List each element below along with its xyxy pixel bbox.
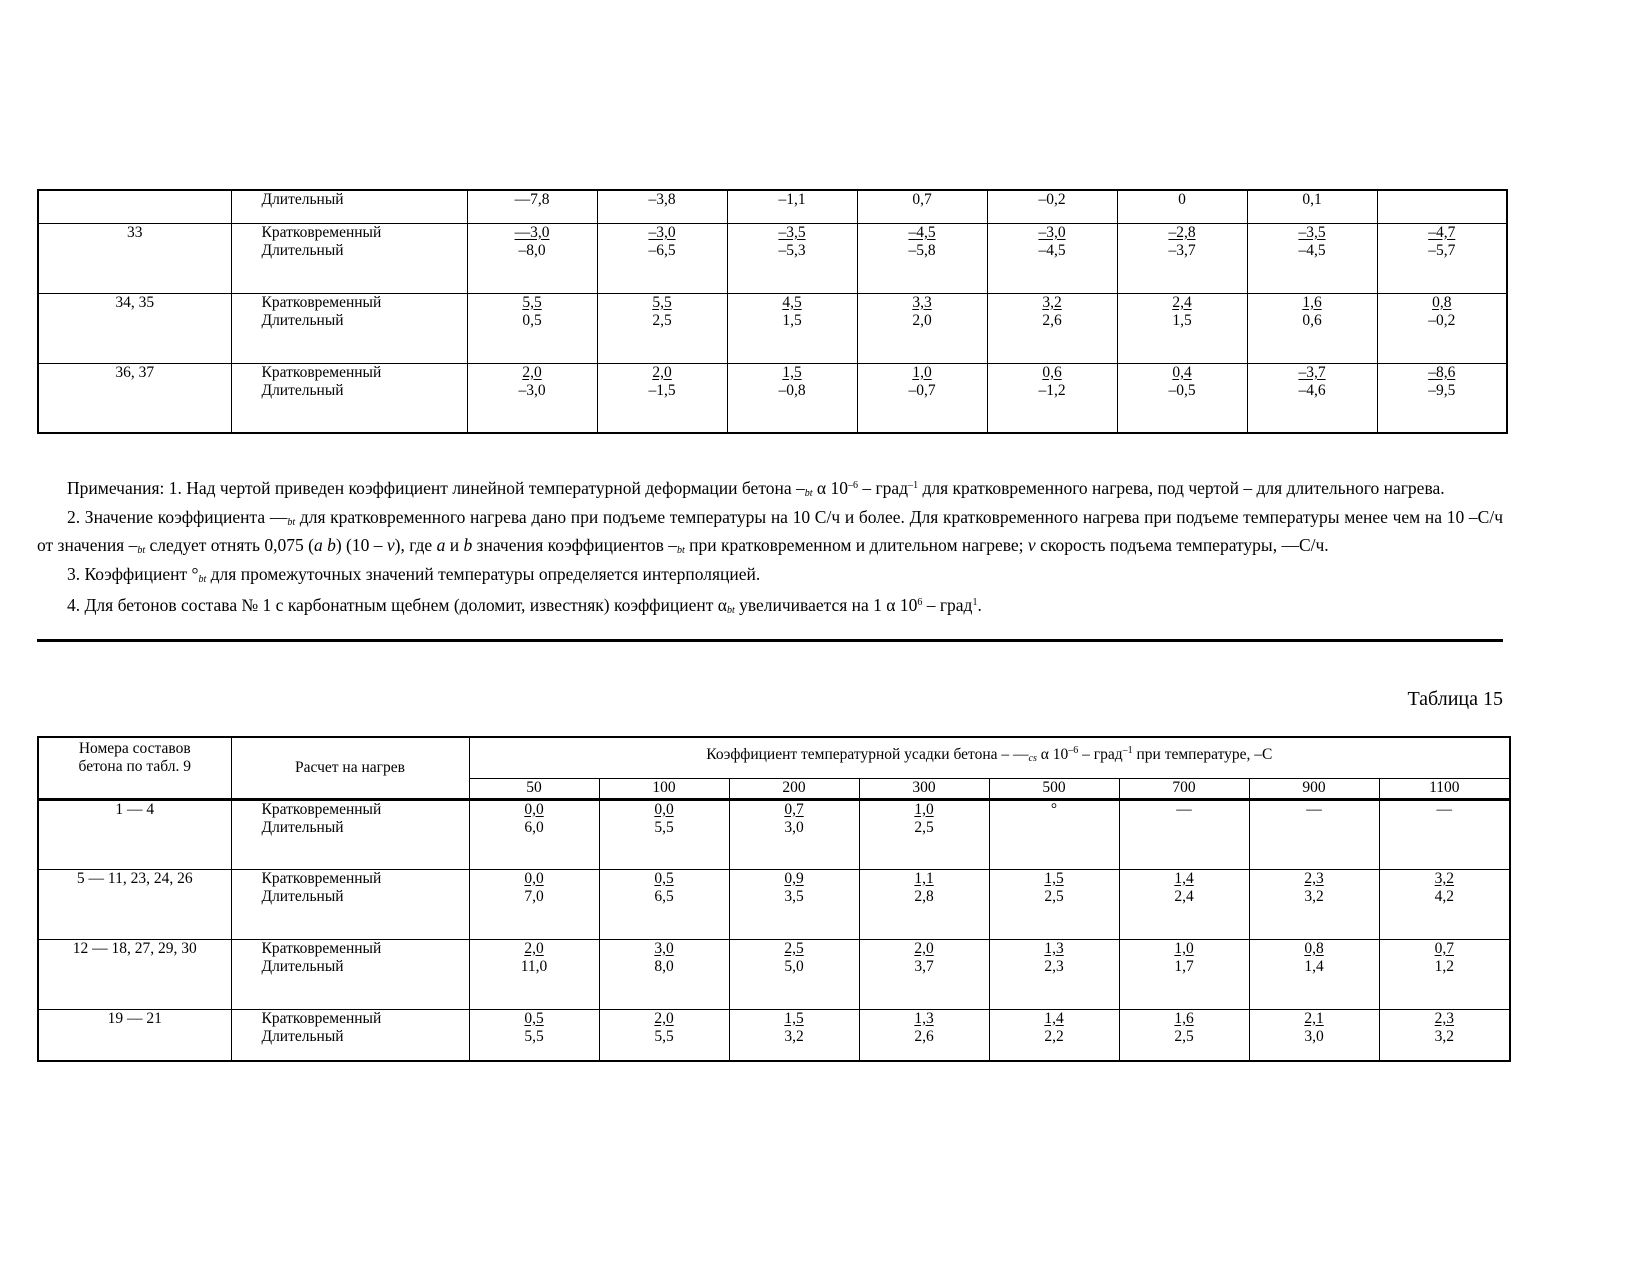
value-long-term: 2,4: [1174, 887, 1194, 905]
value-cell: [859, 799, 989, 869]
temperature-header: 700: [1119, 778, 1249, 799]
value-cell: [989, 1009, 1119, 1061]
value-long-term: 2,5: [652, 311, 672, 329]
column-header-heating: Расчет на нагрев: [231, 737, 469, 799]
value-short-term: 0,8: [1304, 939, 1324, 957]
value-cell: [857, 293, 987, 363]
value-long-term: –3,8: [648, 191, 676, 208]
value-long-term: –0,2: [1038, 191, 1066, 208]
table-row: [38, 363, 1507, 433]
heating-type-short: Кратковременный: [261, 869, 382, 887]
value-cell: [1247, 363, 1377, 433]
value-short-term: 2,0: [524, 939, 544, 957]
note-3: 3. Коэффициент $^\circ_{bt}$ для промежуточных значений температуры определяется интерполяцией.: [67, 563, 761, 585]
value-cell: [467, 363, 597, 433]
value-short-term: –3,0: [1038, 223, 1066, 241]
value-cell: [469, 869, 599, 939]
value-cell: [729, 939, 859, 1009]
heating-type-short: Кратковременный: [261, 363, 382, 381]
table-14-body: [38, 190, 1507, 433]
table-15-header-row: [38, 737, 1510, 778]
value-long-term: –9,5: [1428, 381, 1456, 399]
value-cell: [989, 869, 1119, 939]
value-cell: [1119, 1009, 1249, 1061]
value-short-term: 1,5: [784, 1009, 804, 1027]
value-cell: [859, 939, 989, 1009]
value-long-term: –4,5: [1038, 241, 1066, 259]
value-short-term: 1,3: [914, 1009, 934, 1027]
table-notes: [37, 474, 1503, 623]
value-long-term: 2,5: [914, 818, 934, 836]
table-14-continued: [37, 189, 1508, 434]
value-short-term: 4,5: [782, 293, 802, 311]
value-long-term: –3,7: [1168, 241, 1196, 259]
value-cell: [599, 1009, 729, 1061]
value-long-term: 3,0: [1304, 1027, 1324, 1045]
value-cell: [1119, 869, 1249, 939]
table-row: [38, 223, 1507, 293]
value-long-term: 7,0: [524, 887, 544, 905]
composition-number-cell: 12 — 18, 27, 29, 30: [38, 939, 231, 1009]
value-short-term: 1,5: [1044, 869, 1064, 887]
value-long-term: 2,6: [1042, 311, 1062, 329]
value-cell: [729, 869, 859, 939]
value-short-term: 0,6: [1042, 363, 1062, 381]
value-cell: [1377, 363, 1507, 433]
heating-type-cell: [231, 939, 469, 1009]
value-cell: [857, 190, 987, 223]
heating-type-short: Кратковременный: [261, 800, 382, 818]
value-long-term: 1,5: [1172, 311, 1192, 329]
value-cell: [1377, 293, 1507, 363]
value-cell: [1379, 799, 1510, 869]
value-short-term: 0,0: [524, 869, 544, 887]
value-cell: [727, 293, 857, 363]
value-long-term: 4,2: [1434, 887, 1454, 905]
heating-type-cell: [231, 799, 469, 869]
value-short-term: 0,0: [524, 800, 544, 818]
value-cell: [467, 190, 597, 223]
value-short-term: 2,0: [654, 1009, 674, 1027]
value-long-term: 0,7: [912, 191, 932, 208]
value-long-term: 5,5: [524, 1027, 544, 1045]
column-header-composition: Номера составов бетона по табл. 9: [38, 737, 231, 799]
value-long-term: –1,1: [778, 191, 806, 208]
composition-number-cell: 5 — 11, 23, 24, 26: [38, 869, 231, 939]
value-short-term: 0,0: [654, 800, 674, 818]
note-2: 2. Значение коэффициента $—_{bt}$ для кратковременного нагрева дано при подъеме температуры на 10 С/ч и более. Для кратковременного нагрева при подъеме температуры менее чем на 10 –С/ч от значения $-_{bt}$ следует отнять 0,075 (a b) (10 – v), где a и b значения коэффициентов $-_{bt}$ при кратковременном и длительном нагреве; v скорость подъема температуры, —С/ч.: [37, 506, 1503, 556]
composition-number-cell: [38, 190, 231, 223]
value-cell: [1379, 869, 1510, 939]
value-cell: [1247, 293, 1377, 363]
heating-type-long: Длительный: [261, 1027, 344, 1045]
value-short-term: 3,2: [1042, 293, 1062, 311]
value-cell: [987, 293, 1117, 363]
value-cell: [729, 799, 859, 869]
value-long-term: 1,2: [1434, 957, 1454, 975]
value-short-term: 2,3: [1304, 869, 1324, 887]
value-cell: [1117, 190, 1247, 223]
table-row: [38, 293, 1507, 363]
value-long-term: 3,2: [1304, 887, 1324, 905]
value-long-term: –1,5: [648, 381, 676, 399]
temperature-header: 900: [1249, 778, 1379, 799]
note-1: Примечания: 1. Над чертой приведен коэффициент линейной температурной деформации бетона $-_{bt}$ α $10^{-6}$ – град$^{-1}$ для кратковременного нагрева, под чертой – для длительного нагрева.: [67, 478, 1445, 499]
value-long-term: –0,5: [1168, 381, 1196, 399]
value-cell: [987, 223, 1117, 293]
value-long-term: –0,7: [908, 381, 936, 399]
heating-type-long: Длительный: [261, 957, 344, 975]
value-short-term: 2,1: [1304, 1009, 1324, 1027]
value-short-term: —: [1306, 800, 1322, 818]
value-long-term: 2,5: [1044, 887, 1064, 905]
heating-type-long: Длительный: [261, 311, 344, 329]
value-short-term: –3,5: [778, 223, 806, 241]
value-cell: [597, 223, 727, 293]
table-15: [37, 736, 1511, 1062]
value-cell: [857, 363, 987, 433]
heating-type-long: Длительный: [261, 381, 344, 399]
value-cell: [859, 1009, 989, 1061]
value-cell: [1117, 293, 1247, 363]
heating-type-long: Длительный: [261, 887, 344, 905]
composition-number-cell: 34, 35: [38, 293, 231, 363]
value-cell: [987, 190, 1117, 223]
value-cell: [597, 363, 727, 433]
table-row: [38, 869, 1510, 939]
value-cell: [597, 293, 727, 363]
value-long-term: 2,8: [914, 887, 934, 905]
value-short-term: –3,5: [1298, 223, 1326, 241]
table-row: [38, 1009, 1510, 1061]
value-cell: [1247, 190, 1377, 223]
value-cell: [727, 223, 857, 293]
value-long-term: 2,3: [1044, 957, 1064, 975]
value-short-term: 0,7: [1434, 939, 1454, 957]
value-short-term: 2,5: [784, 939, 804, 957]
value-long-term: –3,0: [518, 381, 546, 399]
composition-number-cell: 36, 37: [38, 363, 231, 433]
value-short-term: 3,0: [654, 939, 674, 957]
composition-number-cell: 1 — 4: [38, 799, 231, 869]
heating-type-short: Кратковременный: [261, 223, 382, 241]
temperature-header: 100: [599, 778, 729, 799]
value-long-term: –4,6: [1298, 381, 1326, 399]
temperature-header: 200: [729, 778, 859, 799]
value-cell: [469, 939, 599, 1009]
value-long-term: 2,5: [1174, 1027, 1194, 1045]
heating-type-long: Длительный: [261, 241, 344, 259]
table-row: [38, 190, 1507, 223]
value-short-term: 5,5: [652, 293, 672, 311]
value-cell: [599, 869, 729, 939]
value-short-term: 1,5: [782, 363, 802, 381]
value-cell: [989, 939, 1119, 1009]
value-short-term: °: [1050, 800, 1058, 818]
value-cell: [727, 190, 857, 223]
value-short-term: –4,7: [1428, 223, 1456, 241]
temperature-header: 500: [989, 778, 1119, 799]
value-cell: [857, 223, 987, 293]
value-long-term: 3,5: [784, 887, 804, 905]
heating-type-cell: [231, 1009, 469, 1061]
value-short-term: —: [1436, 800, 1453, 818]
notes-divider: [37, 639, 1503, 642]
temperature-header: 50: [469, 778, 599, 799]
value-long-term: 3,2: [1434, 1027, 1454, 1045]
value-short-term: –2,8: [1168, 223, 1196, 241]
value-cell: [1377, 190, 1507, 223]
value-long-term: 8,0: [654, 957, 674, 975]
value-cell: [469, 799, 599, 869]
value-long-term: 1,7: [1174, 957, 1194, 975]
value-long-term: 0,1: [1302, 191, 1322, 208]
value-cell: [1249, 799, 1379, 869]
value-cell: [1249, 939, 1379, 1009]
value-cell: [1117, 223, 1247, 293]
value-short-term: 1,0: [912, 363, 932, 381]
value-short-term: 0,9: [784, 869, 804, 887]
table-15-body: [38, 737, 1510, 1061]
value-cell: [1249, 1009, 1379, 1061]
value-cell: [599, 939, 729, 1009]
heating-type-cell: [231, 223, 467, 293]
table-row: [38, 939, 1510, 1009]
value-cell: [989, 799, 1119, 869]
value-long-term: —7,8: [514, 191, 550, 208]
value-short-term: 1,6: [1302, 293, 1322, 311]
value-long-term: –5,7: [1428, 241, 1456, 259]
value-long-term: 6,5: [654, 887, 674, 905]
value-long-term: 3,2: [784, 1027, 804, 1045]
value-cell: [467, 293, 597, 363]
column-header-coefficient: Коэффициент температурной усадки бетона – $—_{cs}$ α $10^{-6}$ – град$^{-1}$ при температуре, –С: [469, 737, 1510, 778]
value-cell: [1379, 939, 1510, 1009]
value-cell: [859, 869, 989, 939]
composition-number-cell: 33: [38, 223, 231, 293]
value-short-term: 2,0: [652, 363, 672, 381]
value-cell: [729, 1009, 859, 1061]
value-short-term: 2,4: [1172, 293, 1192, 311]
value-short-term: –3,7: [1298, 363, 1326, 381]
heating-type-short: Кратковременный: [261, 293, 382, 311]
table-15-caption: Таблица 15: [1407, 688, 1503, 710]
value-long-term: 0: [1178, 191, 1186, 208]
value-short-term: 2,3: [1434, 1009, 1454, 1027]
value-long-term: –0,8: [778, 381, 806, 399]
value-long-term: –0,2: [1428, 311, 1456, 329]
value-cell: [1247, 223, 1377, 293]
value-long-term: 3,0: [784, 818, 804, 836]
value-cell: [727, 363, 857, 433]
value-short-term: 0,5: [524, 1009, 544, 1027]
value-cell: [987, 363, 1117, 433]
temperature-header: 1100: [1379, 778, 1510, 799]
note-4: 4. Для бетонов состава № 1 с карбонатным щебнем (доломит, известняк) коэффициент $\alpha_{bt}$ увеличивается на 1 α $10^6$ – град$^1$.: [67, 595, 982, 616]
heating-type-cell: [231, 869, 469, 939]
value-long-term: –4,5: [1298, 241, 1326, 259]
value-short-term: 1,0: [1174, 939, 1194, 957]
value-long-term: 1,5: [782, 311, 802, 329]
heating-type-cell: [231, 293, 467, 363]
value-long-term: 5,5: [654, 818, 674, 836]
value-long-term: 11,0: [520, 957, 548, 975]
composition-number-cell: 19 — 21: [38, 1009, 231, 1061]
value-short-term: 1,6: [1174, 1009, 1194, 1027]
value-short-term: 2,0: [914, 939, 934, 957]
value-short-term: —3,0: [514, 223, 550, 241]
value-long-term: 0,6: [1302, 311, 1322, 329]
value-short-term: 5,5: [522, 293, 542, 311]
value-short-term: 0,7: [784, 800, 804, 818]
value-cell: [1117, 363, 1247, 433]
value-short-term: 1,4: [1044, 1009, 1064, 1027]
value-long-term: 5,0: [784, 957, 804, 975]
value-short-term: 0,5: [654, 869, 674, 887]
value-cell: [599, 799, 729, 869]
value-long-term: –5,8: [908, 241, 936, 259]
value-cell: [597, 190, 727, 223]
value-cell: [1119, 939, 1249, 1009]
value-short-term: 2,0: [522, 363, 542, 381]
value-long-term: 5,5: [654, 1027, 674, 1045]
value-long-term: –8,0: [518, 241, 546, 259]
value-long-term: 6,0: [524, 818, 544, 836]
value-long-term: 2,2: [1044, 1027, 1064, 1045]
value-short-term: 1,0: [914, 800, 934, 818]
value-short-term: 1,3: [1044, 939, 1064, 957]
heating-type-cell: [231, 363, 467, 433]
value-short-term: —: [1176, 800, 1192, 818]
value-cell: [1379, 1009, 1510, 1061]
value-cell: [1377, 223, 1507, 293]
value-long-term: –6,5: [648, 241, 676, 259]
heating-type-long: Длительный: [261, 191, 344, 208]
value-long-term: 1,4: [1304, 957, 1324, 975]
value-short-term: 0,4: [1172, 363, 1192, 381]
value-cell: [1249, 869, 1379, 939]
value-short-term: 1,1: [914, 869, 934, 887]
value-cell: [467, 223, 597, 293]
value-long-term: 3,7: [914, 957, 934, 975]
value-long-term: 2,6: [914, 1027, 934, 1045]
value-long-term: 0,5: [522, 311, 542, 329]
heating-type-long: Длительный: [261, 818, 344, 836]
heating-type-short: Кратковременный: [261, 939, 382, 957]
value-short-term: –3,0: [648, 223, 676, 241]
value-short-term: 1,4: [1174, 869, 1194, 887]
heating-type-cell: [231, 190, 467, 223]
heating-type-short: Кратковременный: [261, 1009, 382, 1027]
value-short-term: –4,5: [908, 223, 936, 241]
value-cell: [469, 1009, 599, 1061]
temperature-header: 300: [859, 778, 989, 799]
table-row: [38, 799, 1510, 869]
value-short-term: 3,2: [1434, 869, 1454, 887]
value-long-term: –5,3: [778, 241, 806, 259]
value-long-term: –1,2: [1038, 381, 1066, 399]
value-short-term: 0,8: [1432, 293, 1452, 311]
value-short-term: 3,3: [912, 293, 932, 311]
value-short-term: –8,6: [1428, 363, 1456, 381]
value-cell: [1119, 799, 1249, 869]
value-long-term: 2,0: [912, 311, 932, 329]
